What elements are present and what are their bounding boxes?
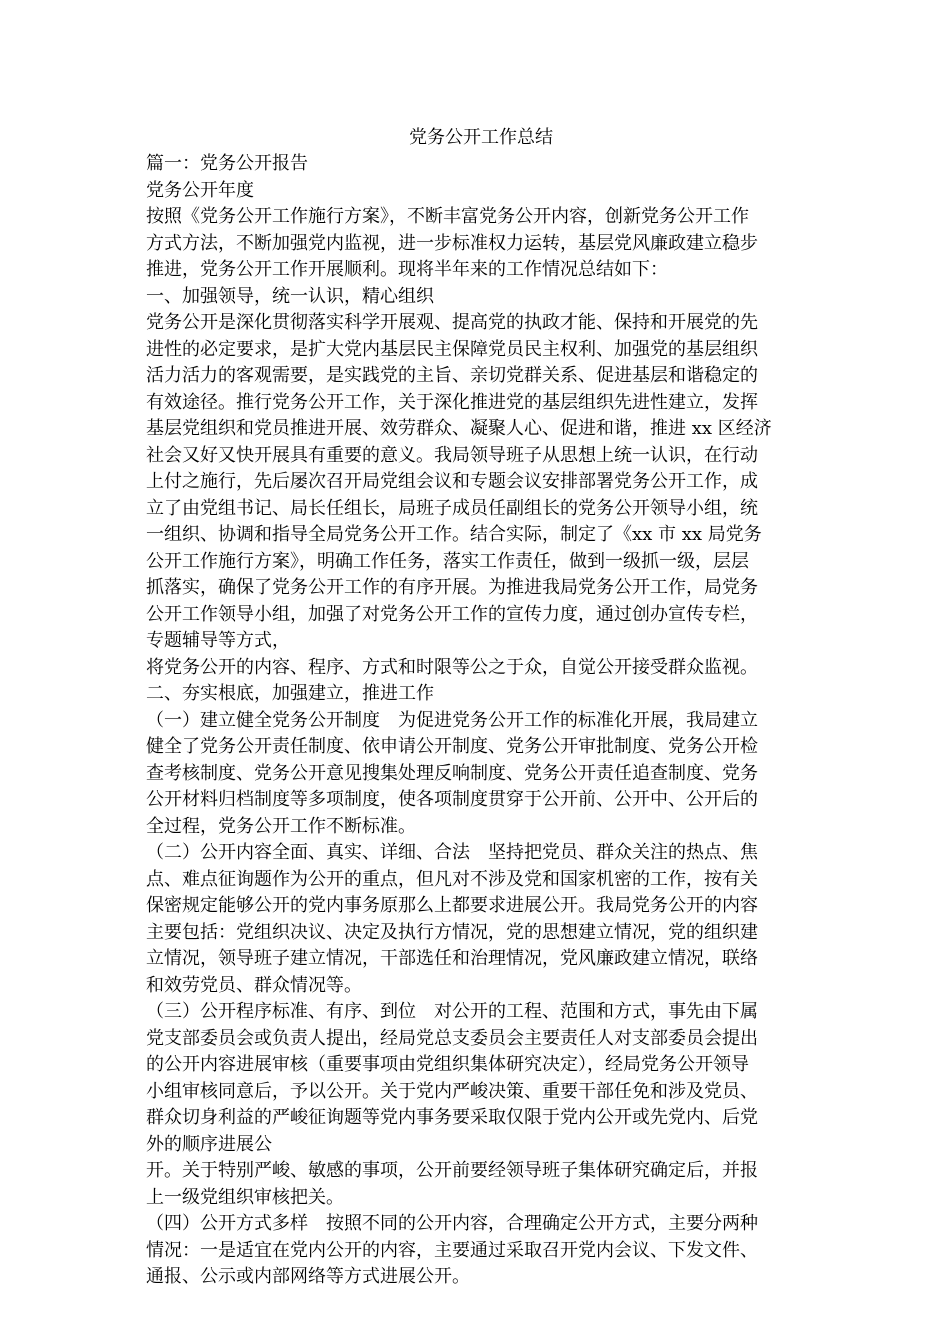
- text-line: 立情况，领导班子建立情况，干部选任和治理情况，党风廉政建立情况，联络: [146, 948, 758, 969]
- text-line: （一）建立健全党务公开制度 为促进党务公开工作的标准化开展，我局建立: [146, 709, 758, 731]
- text-line: 开。关于特别严峻、敏感的事项，公开前要经领导班子集体研究确定后，并报: [146, 1160, 758, 1181]
- text-line: 上付之施行，先后屡次召开局党组会议和专题会议安排部署党务公开工作，成: [146, 471, 758, 492]
- document-title: 党务公开工作总结: [409, 127, 553, 148]
- text-line: 二、夯实根底，加强建立，推进工作: [146, 683, 434, 704]
- text-line: 公开工作领导小组，加强了对党务公开工作的宣传力度，通过创办宣传专栏，: [146, 603, 758, 625]
- text-line: 篇一：党务公开报告: [146, 153, 308, 174]
- text-line: 全过程，党务公开工作不断标准。: [146, 815, 416, 837]
- text-line: 方式方法，不断加强党内监视，进一步标准权力运转，基层党风廉政建立稳步: [146, 232, 758, 254]
- text-line: 基层党组织和党员推进开展、效劳群众、凝聚人心、促进和谐，推进 xx 区经济: [146, 418, 772, 439]
- text-line: 群众切身利益的严峻征询题等党内事务要采取仅限于党内公开或先党内、后党: [146, 1107, 758, 1128]
- text-line: （三）公开程序标准、有序、到位 对公开的工程、范围和方式，事先由下属: [146, 1001, 758, 1022]
- text-line: 抓落实，确保了党务公开工作的有序开展。为推进我局党务公开工作，局党务: [146, 577, 758, 598]
- text-line: （四）公开方式多样 按照不同的公开内容，合理确定公开方式，主要分两种: [146, 1213, 758, 1234]
- text-line: 进性的必定要求，是扩大党内基层民主保障党员民主权利、加强党的基层组织: [146, 338, 758, 360]
- text-line: 主要包括：党组织决议、决定及执行方情况，党的思想建立情况，党的组织建: [146, 921, 758, 943]
- text-line: 党支部委员会或负责人提出，经局党总支委员会主要责任人对支部委员会提出: [146, 1027, 758, 1049]
- text-line: 情况：一是适宜在党内公开的内容，主要通过采取召开党内会议、下发文件、: [146, 1239, 758, 1261]
- text-line: 查考核制度、党务公开意见搜集处理反响制度、党务公开责任追查制度、党务: [146, 762, 758, 784]
- text-line: 专题辅导等方式，: [146, 630, 290, 651]
- text-line: 点、难点征询题作为公开的重点，但凡对不涉及党和国家机密的工作，按有关: [146, 868, 758, 890]
- text-line: 外的顺序进展公: [146, 1133, 272, 1155]
- text-line: 小组审核同意后，予以公开。关于党内严峻决策、重要干部任免和涉及党员、: [146, 1080, 758, 1102]
- document-page: [146, 125, 806, 1291]
- text-line: 公开材料归档制度等多项制度，使各项制度贯穿于公开前、公开中、公开后的: [146, 789, 758, 810]
- text-line: 党务公开年度: [146, 179, 254, 201]
- text-line: 立了由党组书记、局长任组长，局班子成员任副组长的党务公开领导小组，统: [146, 497, 758, 519]
- text-line: 活力活力的客观需要，是实践党的主旨、亲切党群关系、促进基层和谐稳定的: [146, 365, 758, 386]
- text-line: 上一级党组织审核把关。: [146, 1186, 344, 1208]
- text-line: 党务公开是深化贯彻落实科学开展观、提高党的执政才能、保持和开展党的先: [146, 312, 758, 333]
- text-line: 和效劳党员、群众情况等。: [146, 974, 362, 996]
- text-line: 有效途径。推行党务公开工作，关于深化推进党的基层组织先进性建立，发挥: [146, 391, 758, 413]
- document-body: [146, 151, 806, 1291]
- text-line: 的公开内容进展审核（重要事项由党组织集体研究决定），经局党务公开领导: [146, 1054, 749, 1075]
- text-line: 一组织、协调和指导全局党务公开工作。结合实际，制定了《xx 市 xx 局党务: [146, 524, 762, 545]
- text-line: （二）公开内容全面、真实、详细、合法 坚持把党员、群众关注的热点、焦: [146, 842, 758, 863]
- text-line: 将党务公开的内容、程序、方式和时限等公之于众，自觉公开接受群众监视。: [146, 656, 758, 678]
- text-line: 社会又好又快开展具有重要的意义。我局领导班子从思想上统一认识，在行动: [146, 444, 758, 466]
- text-line: 健全了党务公开责任制度、依申请公开制度、党务公开审批制度、党务公开检: [146, 736, 758, 757]
- text-line: 通报、公示或内部网络等方式进展公开。: [146, 1266, 470, 1287]
- text-line: 一、加强领导，统一认识，精心组织: [146, 285, 434, 307]
- text-line: 公开工作施行方案》，明确工作任务，落实工作责任，做到一级抓一级，层层: [146, 550, 749, 572]
- text-line: 推进，党务公开工作开展顺利。现将半年来的工作情况总结如下：: [146, 259, 668, 280]
- text-line: 保密规定能够公开的党内事务原那么上都要求进展公开。我局党务公开的内容: [146, 895, 758, 916]
- text-line: 按照《党务公开工作施行方案》，不断丰富党务公开内容，创新党务公开工作: [146, 206, 749, 227]
